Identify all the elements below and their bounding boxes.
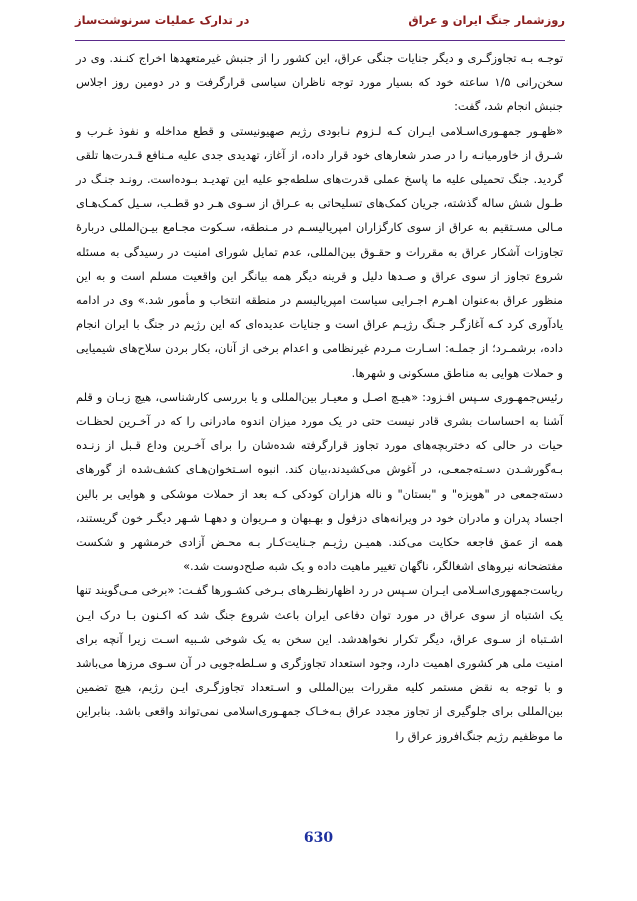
page-number: 630: [303, 830, 334, 846]
page-header: [75, 10, 565, 36]
paragraph: ریاست‌جمهوری‌اسـلامی ایـران سـپس در رد اظهارنظـرهای بـرخی کشـورها گفـت: «برخی مـی‌گویند تنها یک اشتباه از سوی عراق در مورد توان دفاعی ایران باعث شروع جنگ شد که اکـنون بـا درک ایـن اشـتباه از سـوی عراق، دیگر تکرار نخواهدشد. این سخن به یک شوخی شـبیه اسـت زیرا آنچه برای امنیت ملی هر کشوری اهمیت دارد، وجود استعداد تجاوزگری و سـلطه‌جویی در آن سـوی مرزها می‌باشد و با توجه به نقض مستمر کلیه مقررات بین‌المللی و اسـتعداد تجاوزگـری ایـن رژیم، هیچ تضمین بین‌المللی برای جلوگیری از تجاوز مجدد عراق بـه‌خـاک جمهـوری‌اسلامی نمی‌تواند واقعی باشد. بنابراین ما موظفیم رژیم جنگ‌افروز عراق را: [76, 583, 563, 743]
running-title: روزشمار جنگ ایران و عراق: [408, 13, 565, 27]
body-text: [76, 46, 563, 748]
running-subtitle: در تدارک عملیات سرنوشت‌ساز: [75, 13, 250, 27]
paragraph: توجـه بـه تجاوزگـری و دیگر جنایات جنگی عراق، این کشور را از جنبش غیرمتعهدها اخراج کنـند. وی در سخن‌رانی ۱/۵ ساعته خود که بسیار مورد توجه ناظران سیاسی قرارگرفت و در دومین روز اجلاس جنبش انجام شد، گفت:: [76, 51, 563, 114]
paragraph: «ظهـور جمهـوری‌اسـلامی ایـران کـه لـزوم نـابودی رژیم صهیونیستی و قطع مداخله و نفوذ غـرب و شـرق از خاورمیانـه را در صدر شعارهای خود قرار داده، از آغاز، تهدیدی جدی علیه مـنافع قـدرت‌ها تلقی گردید. جنگ تحمیلی علیه ما پاسخ عملی قدرت‌های سلطه‌جو علیه این تهدیـد بـوده‌است. رونـد جنـگ در طـول شش ساله گذشته، جریان کمک‌های تسلیحاتی به عـراق از سـوی هـر دو قطـب، سـیل کمـک‌هـای مـالی مسـتقیم به عراق از سوی کارگزاران امپریالیسـم در مـنطقه، سـکوت مجـامع بیـن‌المللی دربارهٔ تجاوزات آشکار عراق به مقررات و حقـوق بین‌المللی، عدم تمایل شورای امنیت در رسیدگی به مسئله شروع تجاوز از سوی عراق و صـدها دلیل و قرینه دیگر همه بیانگر این واقعیت مسلم است و به این منظور عراق به‌عنوان اهـرم اجـرایی سیاست امپریالیسم در منطقه انتخاب و مأمور شد.» وی در ادامه یادآوری کرد کـه آغازگـر جـنگ رژیـم عراق است و جنایات عدیده‌ای که این رژیم در جنگ با ایران انجام داده، برشمـرد؛ از جملـه: اسـارت مـردم غیرنظامی و اعدام برخی از آنان، بکار بردن سلاح‌های شیمیایی و حملات هوایی به مناطق مسکونی و شهرها.: [76, 123, 563, 380]
paragraph: رئیس‌جمهـوری سـپس افـزود: «هیـچ اصـل و معیـار بین‌المللی و یا بررسی کارشناسی، هیچ زبـان و قلم آشنا به احساسات بشری قادر نیست حتی در یک مورد میزان اندوه مادرانی را که در آخـرین لحظـات حیات در حالی که دختربچه‌های مورد تجاوز قرارگرفته شده‌شان را برای آخـرین وداع قـبل از زنـده بـه‌گورشـدن دسـته‌جمعـی، در آغوش می‌کشیدند،بیان کند. انبوه اسـتخوان‌هـای کشف‌شده از گورهای دسته‌جمعی در "هویزه" و "بستان" و ناله هزاران کودکی کـه بعد از حملات موشکی و هوایی بر بالین اجساد پدران و مادران خود در ویرانه‌های دزفول و بهـبهان و مـریوان و دههـا شـهر دیگـر خون گریستند، همه از عمق فاجعه حکایت می‌کند. همیـن رژیـم جـنایت‌کـار بـه محـض آزادی خرمشهر و شکست مفتضحانه نیروهای اشغالگر، ناگهان تغییر ماهیت داده و یک شبه صلح‌دوست شد.»: [76, 389, 563, 574]
header-divider: [75, 40, 565, 41]
